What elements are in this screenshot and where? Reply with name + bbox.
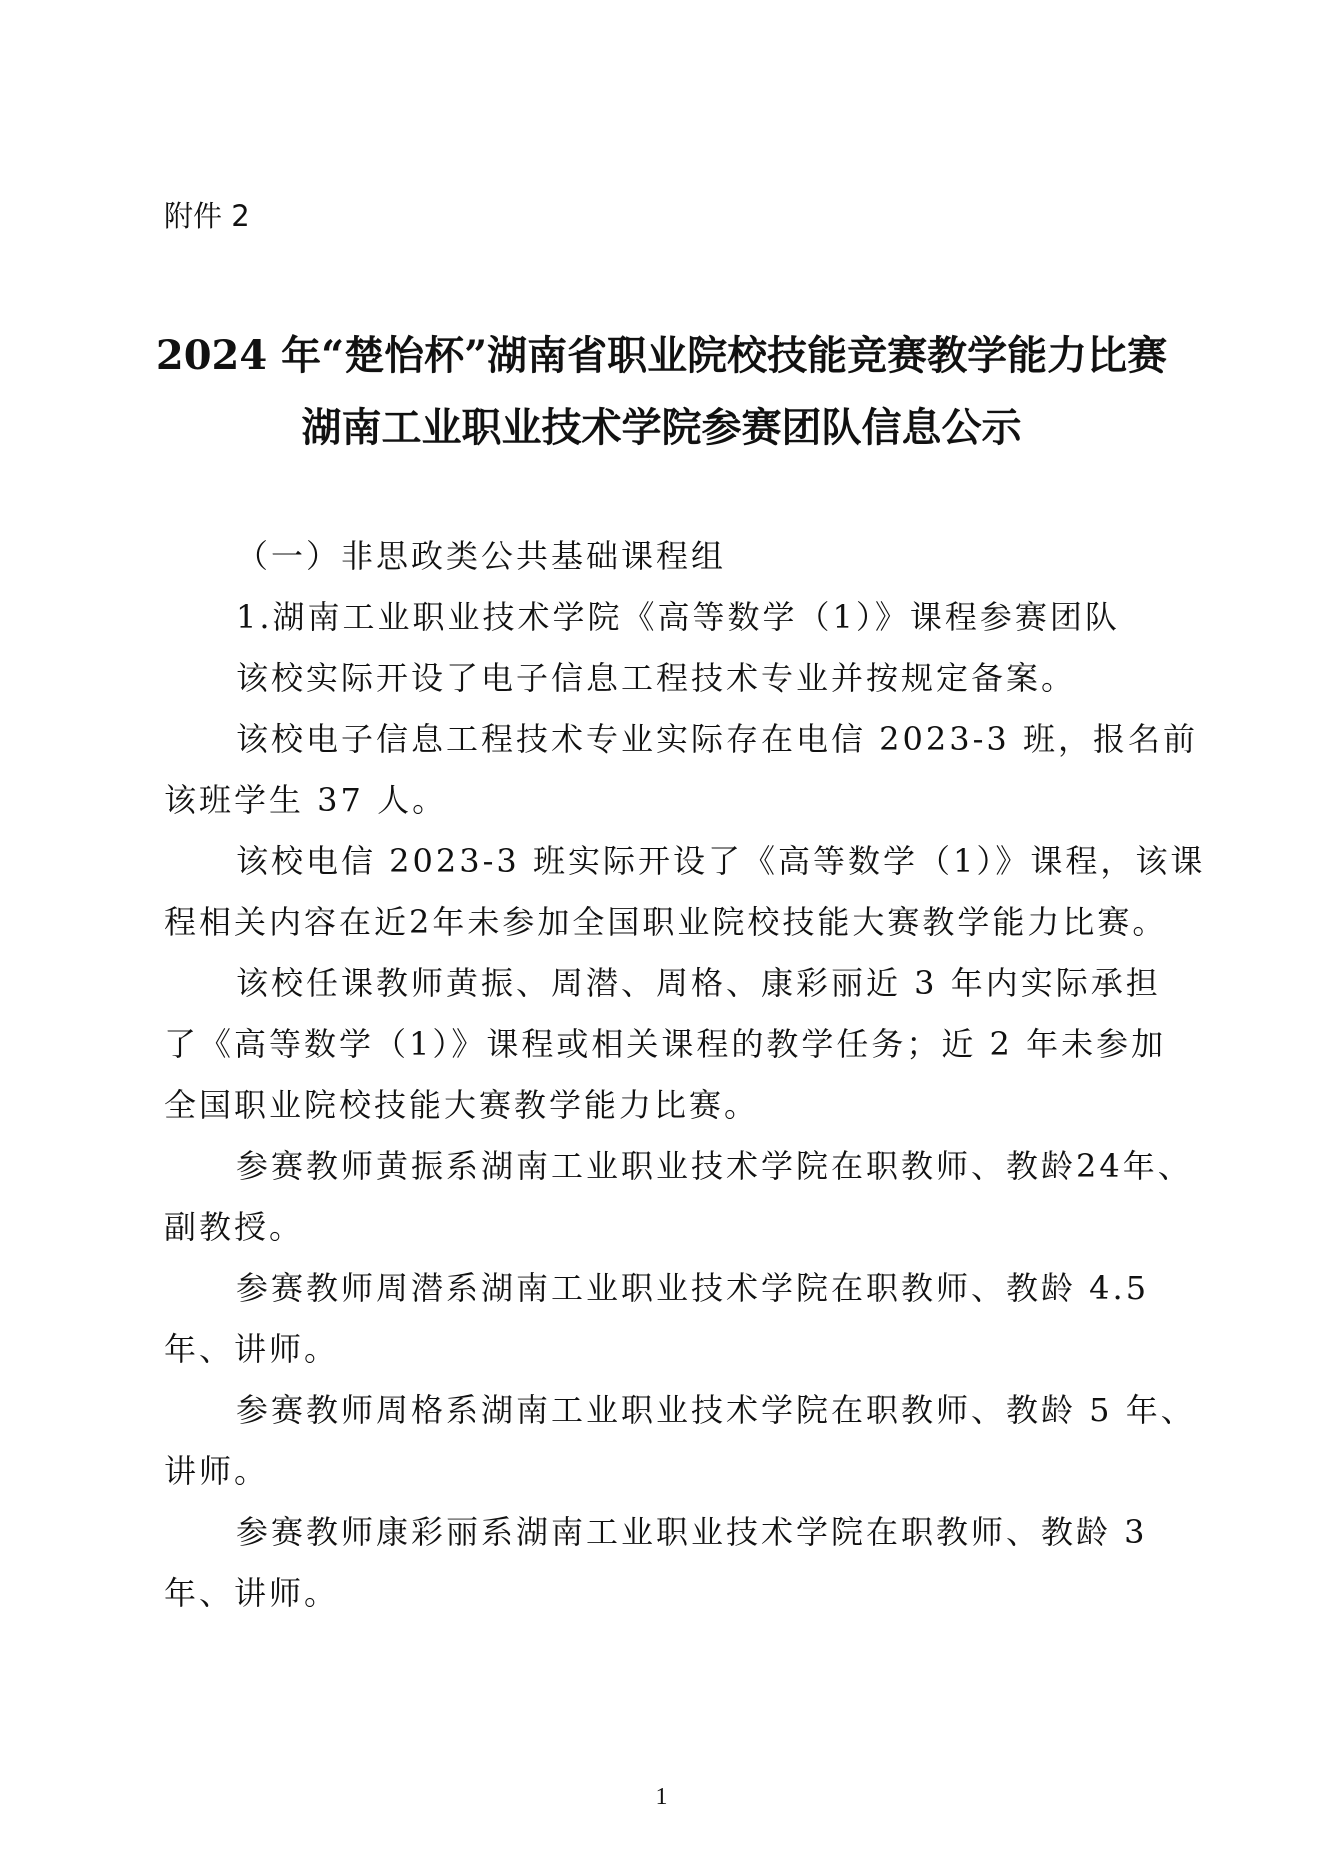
paragraph-zhou-qian-line-2: 年、讲师。 xyxy=(164,1330,340,1368)
document-title-line-1: 2024 年“楚怡杯”湖南省职业院校技能竞赛教学能力比赛 xyxy=(155,332,1168,379)
document-title-line-2: 湖南工业职业技术学院参赛团队信息公示 xyxy=(301,404,1022,451)
paragraph-kang-caili-line-1: 参赛教师康彩丽系湖南工业职业技术学院在职教师、教龄 3 xyxy=(236,1513,1148,1551)
team-heading: 1.湖南工业职业技术学院《高等数学（1）》课程参赛团队 xyxy=(236,598,1120,636)
paragraph-course-line-1: 该校电信 2023-3 班实际开设了《高等数学（1）》课程，该课 xyxy=(236,842,1206,880)
paragraph-class-line-2: 该班学生 37 人。 xyxy=(164,781,448,819)
paragraph-class-line-1: 该校电子信息工程技术专业实际存在电信 2023-3 班，报名前 xyxy=(236,720,1198,758)
paragraph-huang-zhen-line-1: 参赛教师黄振系湖南工业职业技术学院在职教师、教龄24年、 xyxy=(236,1147,1193,1185)
paragraph-zhou-ge-line-1: 参赛教师周格系湖南工业职业技术学院在职教师、教龄 5 年、 xyxy=(236,1391,1196,1429)
paragraph-teachers-line-3: 全国职业院校技能大赛教学能力比赛。 xyxy=(164,1086,760,1124)
paragraph-teachers-line-2: 了《高等数学（1）》课程或相关课程的教学任务；近 2 年未参加 xyxy=(164,1025,1167,1063)
paragraph-zhou-ge-line-2: 讲师。 xyxy=(164,1452,270,1490)
paragraph-zhou-qian-line-1: 参赛教师周潜系湖南工业职业技术学院在职教师、教龄 4.5 xyxy=(236,1269,1150,1307)
section-heading: （一）非思政类公共基础课程组 xyxy=(236,537,727,575)
attachment-label: 附件 2 xyxy=(164,199,250,233)
paragraph-course-line-2: 程相关内容在近2年未参加全国职业院校技能大赛教学能力比赛。 xyxy=(164,903,1168,941)
paragraph-program: 该校实际开设了电子信息工程技术专业并按规定备案。 xyxy=(236,659,1077,697)
page-number: 1 xyxy=(655,1784,668,1810)
paragraph-kang-caili-line-2: 年、讲师。 xyxy=(164,1574,340,1612)
paragraph-teachers-line-1: 该校任课教师黄振、周潜、周格、康彩丽近 3 年内实际承担 xyxy=(236,964,1161,1002)
paragraph-huang-zhen-line-2: 副教授。 xyxy=(164,1208,305,1246)
